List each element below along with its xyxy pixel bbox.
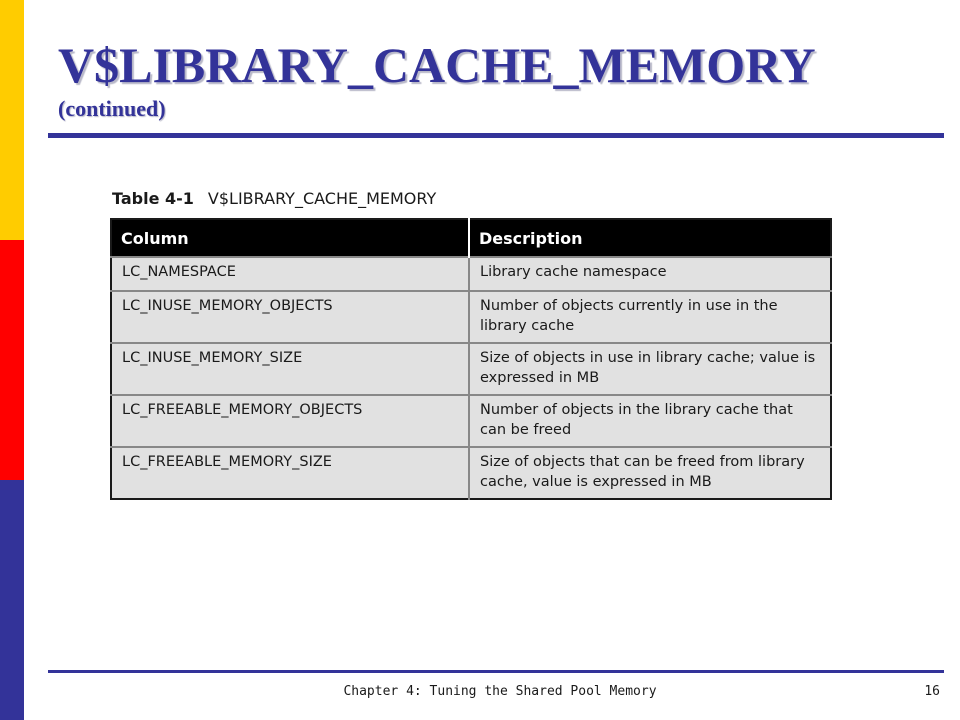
column-name-cell: LC_INUSE_MEMORY_OBJECTS	[111, 291, 469, 343]
footer-chapter-title: Chapter 4: Tuning the Shared Pool Memory	[343, 684, 657, 699]
columns-table	[110, 218, 832, 500]
table-row	[111, 395, 831, 447]
description-cell: Number of objects currently in use in the library cache	[469, 291, 831, 343]
table-row	[111, 447, 831, 499]
column-name-cell: LC_FREEABLE_MEMORY_SIZE	[111, 447, 469, 499]
column-name-cell: LC_NAMESPACE	[111, 257, 469, 291]
title-divider	[48, 133, 944, 138]
description-cell: Size of objects in use in library cache; value is expressed in MB	[469, 343, 831, 395]
column-name-cell: LC_INUSE_MEMORY_SIZE	[111, 343, 469, 395]
description-cell: Size of objects that can be freed from library cache, value is expressed in MB	[469, 447, 831, 499]
description-header: Description	[469, 219, 831, 257]
table-row	[111, 291, 831, 343]
sidebar-stripe-red	[0, 240, 24, 480]
column-header: Column	[111, 219, 469, 257]
table-caption-title: V$LIBRARY_CACHE_MEMORY	[207, 189, 437, 208]
description-cell: Number of objects in the library cache that can be freed	[469, 395, 831, 447]
table-caption	[112, 188, 436, 210]
table-row	[111, 257, 831, 291]
column-name-cell: LC_FREEABLE_MEMORY_OBJECTS	[111, 395, 469, 447]
sidebar-stripe-blue	[0, 480, 24, 720]
table-row	[111, 343, 831, 395]
description-cell: Library cache namespace	[469, 257, 831, 291]
footer-divider	[48, 670, 944, 673]
sidebar-stripe-yellow	[0, 0, 24, 240]
slide-title: V$LIBRARY_CACHE_MEMORY	[58, 37, 816, 93]
page-number: 16	[924, 684, 940, 699]
table-caption-label: Table 4-1	[112, 189, 194, 208]
table-header-row	[111, 219, 831, 257]
slide-subtitle: (continued)	[58, 96, 166, 121]
